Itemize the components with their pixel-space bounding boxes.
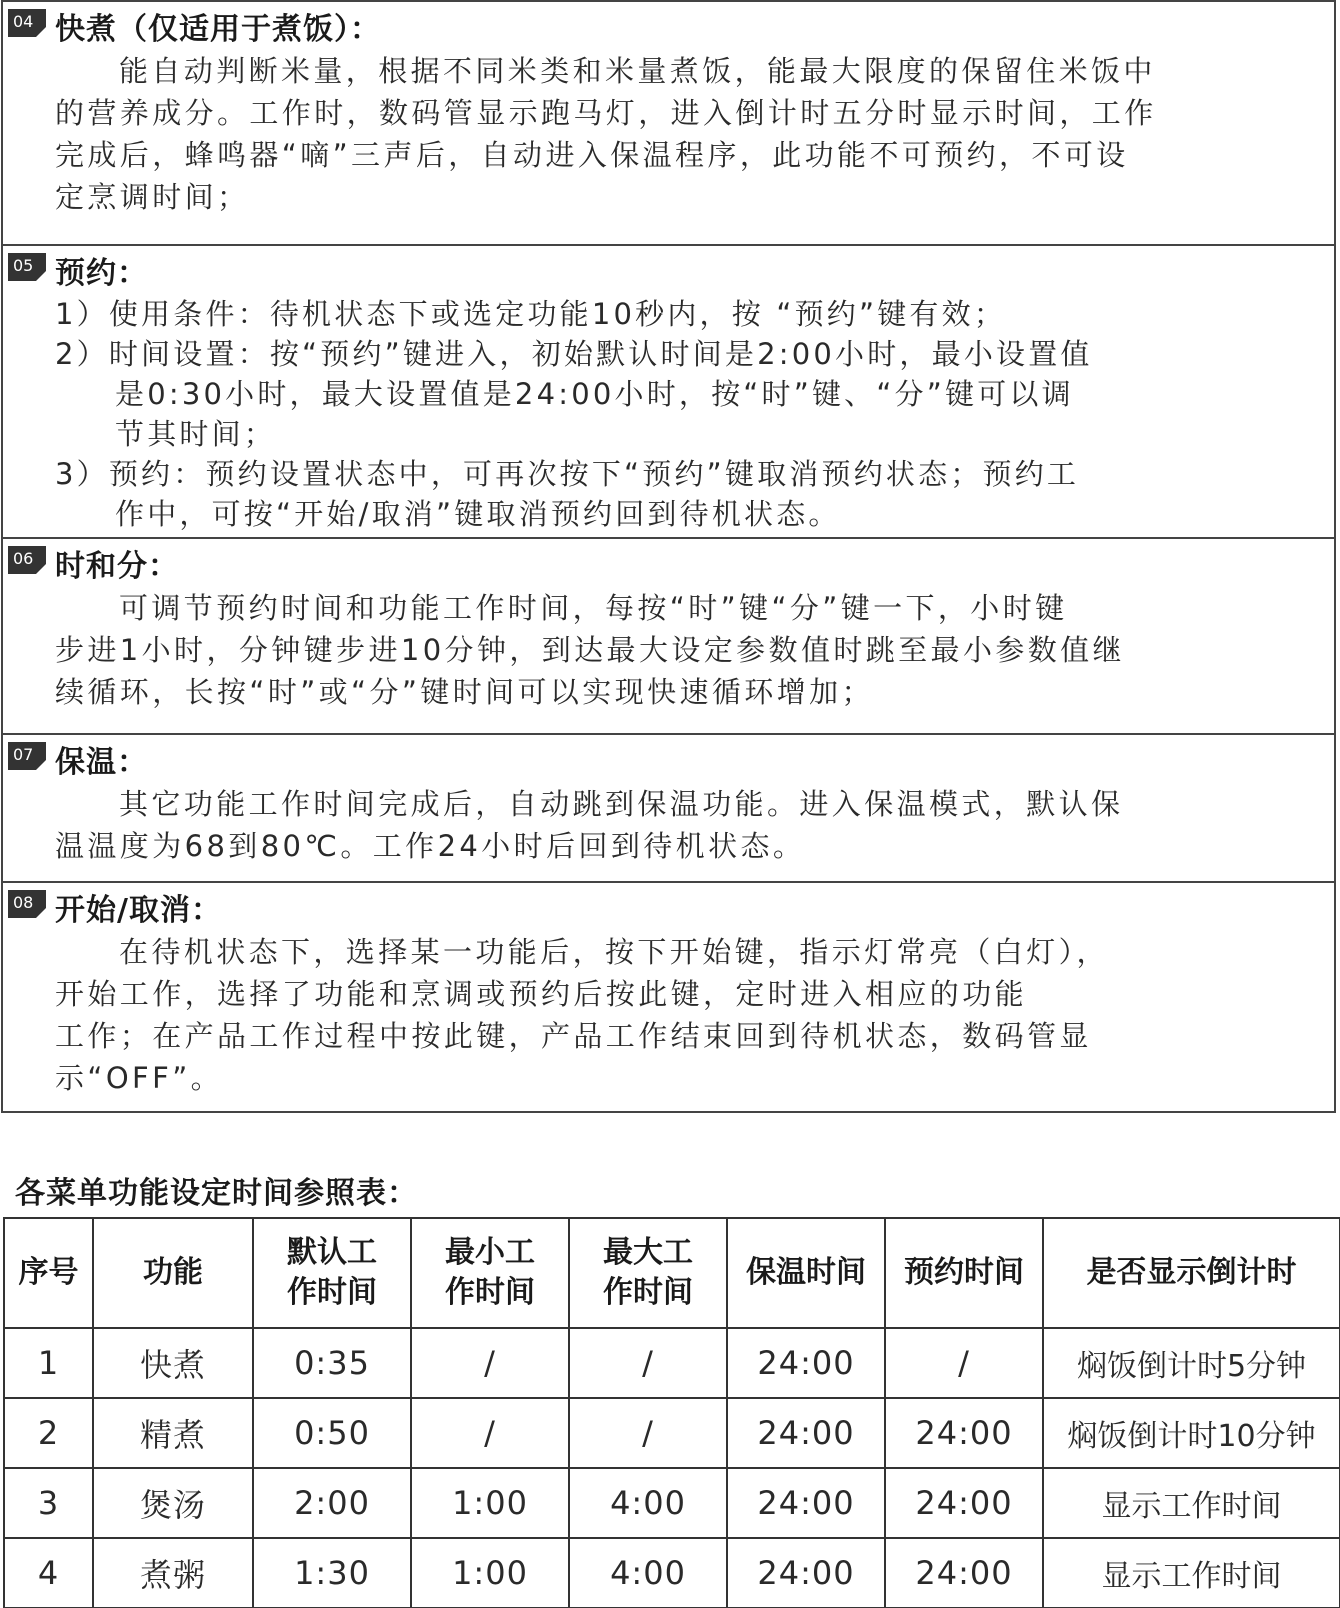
section-badge-icon [6,544,48,576]
body-line: 续循环，长按“时”或“分”键时间可以实现快速循环增加； [55,675,874,709]
item-text: 作中，可按“开始/取消”键取消预约回到待机状态。 [115,497,841,531]
column-header: 保温时间 [727,1218,885,1328]
table-cell: 24:00 [885,1538,1043,1608]
table-cell: 24:00 [727,1538,885,1608]
section-badge-icon [6,7,48,39]
table-cell: 2:00 [253,1468,411,1538]
body-line: 其它功能工作时间完成后，自动跳到保温功能。进入保温模式，默认保 [119,787,1124,821]
section-body [55,783,1294,867]
section-keep-warm [1,733,1336,883]
section-quick-cook [1,0,1336,246]
section-start-cancel [1,881,1336,1113]
table-row [4,1328,1340,1398]
list-item [55,294,1294,334]
body-line: 定烹调时间； [55,180,250,214]
body-line: 完成后，蜂鸣器“嘀”三声后，自动进入保温程序，此功能不可预约，不可设 [55,138,1129,172]
section-reservation [1,244,1336,539]
table-cell: / [411,1398,569,1468]
table-cell: 24:00 [727,1398,885,1468]
list-item [55,454,1294,534]
section-title: 时和分： [55,549,179,584]
svg-text:06: 06 [13,549,34,568]
section-badge-icon [6,740,48,772]
column-header: 最大工 作时间 [569,1218,727,1328]
table-cell: 24:00 [727,1468,885,1538]
table-cell: 1:30 [253,1538,411,1608]
section-badge-icon [6,888,48,920]
body-line: 工作；在产品工作过程中按此键，产品工作结束回到待机状态，数码管显 [55,1019,1092,1053]
table-cell: 0:50 [253,1398,411,1468]
table-cell: 0:35 [253,1328,411,1398]
section-hour-minute [1,537,1336,735]
body-line: 可调节预约时间和功能工作时间，每按“时”键“分”键一下，小时键 [119,591,1068,625]
item-number: 2） [55,337,109,371]
section-body [55,50,1294,218]
column-header: 序号 [4,1218,93,1328]
table-cell: 24:00 [885,1468,1043,1538]
table-cell: 1:00 [411,1468,569,1538]
table-cell: 显示工作时间 [1043,1468,1340,1538]
section-badge-icon [6,251,48,283]
item-text: 预约：预约设置状态中，可再次按下“预约”键取消预约状态；预约工 [108,457,1080,491]
table-cell: 3 [4,1468,93,1538]
table-cell: 4 [4,1538,93,1608]
svg-text:08: 08 [13,893,34,912]
table-header-row [4,1218,1340,1328]
section-title: 预约： [55,256,148,291]
table-cell: 24:00 [885,1398,1043,1468]
body-line: 能自动判断米量，根据不同米类和米量煮饭，能最大限度的保留住米饭中 [119,54,1156,88]
section-title: 保温： [55,745,148,780]
section-body [55,587,1294,713]
body-line: 的营养成分。工作时，数码管显示跑马灯，进入倒计时五分时显示时间，工作 [55,96,1157,130]
table-cell: 焖饭倒计时5分钟 [1043,1328,1340,1398]
svg-text:05: 05 [13,256,34,275]
section-body [55,931,1294,1099]
table-cell: 煲汤 [93,1468,253,1538]
table-cell: 1 [4,1328,93,1398]
column-header: 默认工 作时间 [253,1218,411,1328]
column-header: 是否显示倒计时 [1043,1218,1340,1328]
column-header: 预约时间 [885,1218,1043,1328]
item-number: 1） [55,297,109,331]
table-cell: 1:00 [411,1538,569,1608]
body-line: 在待机状态下，选择某一功能后，按下开始键，指示灯常亮（白灯）， [119,935,1109,969]
table-cell: 4:00 [569,1468,727,1538]
table-cell: 精煮 [93,1398,253,1468]
reference-table [3,1217,1340,1608]
item-text: 使用条件：待机状态下或选定功能10秒内，按 “预约”键有效； [108,297,1007,331]
table-cell: 焖饭倒计时10分钟 [1043,1398,1340,1468]
list-item [55,334,1294,454]
body-line: 开始工作，选择了功能和烹调或预约后按此键，定时进入相应的功能 [55,977,1028,1011]
column-header: 功能 [93,1218,253,1328]
svg-text:04: 04 [13,12,34,31]
table-cell: / [569,1398,727,1468]
table-cell: 4:00 [569,1538,727,1608]
body-line: 步进1小时，分钟键步进10分钟，到达最大设定参数值时跳至最小参数值继 [55,633,1125,667]
table-title: 各菜单功能设定时间参照表： [15,1176,418,1211]
table-cell: / [569,1328,727,1398]
table-cell: / [411,1328,569,1398]
section-title: 快煮（仅适用于煮饭）： [55,12,381,47]
body-line: 温温度为68到80℃。工作24小时后回到待机状态。 [55,829,806,863]
svg-text:07: 07 [13,745,34,764]
item-text: 节其时间； [115,417,277,451]
table-row [4,1538,1340,1608]
table-cell: 快煮 [93,1328,253,1398]
item-number: 3） [55,457,109,491]
table-cell: 24:00 [727,1328,885,1398]
table-cell: / [885,1328,1043,1398]
table-cell: 煮粥 [93,1538,253,1608]
column-header: 最小工 作时间 [411,1218,569,1328]
table-cell: 2 [4,1398,93,1468]
table-cell: 显示工作时间 [1043,1538,1340,1608]
section-title: 开始/取消： [55,893,222,928]
item-text: 是0:30小时，最大设置值是24:00小时，按“时”键、“分”键可以调 [115,377,1074,411]
body-line: 示“OFF”。 [55,1061,224,1095]
item-text: 时间设置：按“预约”键进入，初始默认时间是2:00小时，最小设置值 [108,337,1093,371]
table-row [4,1468,1340,1538]
table-row [4,1398,1340,1468]
